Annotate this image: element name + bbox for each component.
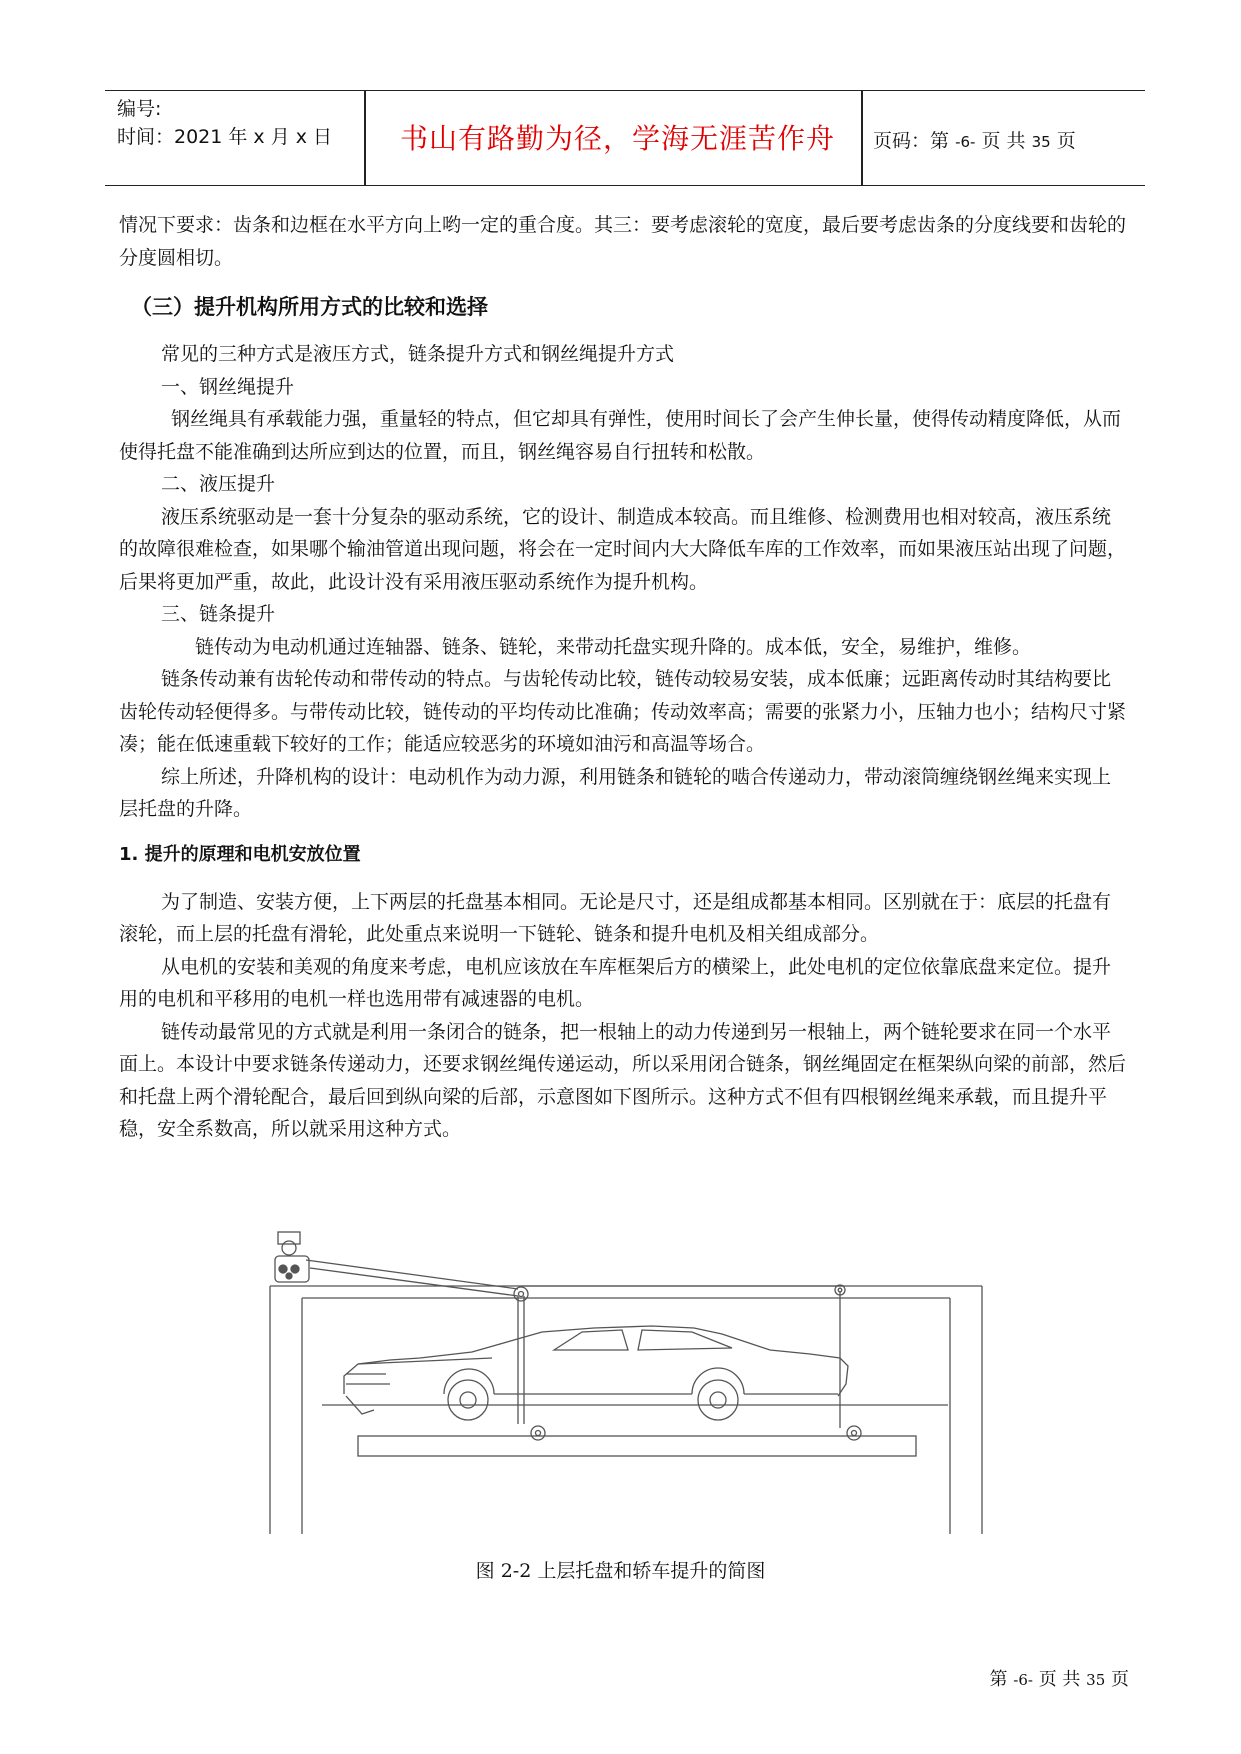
page-prefix: 页码：第 [873,130,950,152]
paragraph: 情况下要求：齿条和边框在水平方向上哟一定的重合度。其三：要考虑滚轮的宽度，最后要考虑齿条的分度线要和齿轮的分度圆相切。 [119,214,1127,269]
page-total: 35 [1031,133,1051,151]
page-current: -6- [955,133,976,151]
header-divider [364,91,366,185]
paragraph: 液压系统驱动是一套十分复杂的驱动系统，它的设计、制造成本较高。而且维修、检测费用也相对较高，液压系统的故障很难检查，如果哪个输油管道出现问题，将会在一定时间内大大降低车库的工作效率，而如果液压站出现了问题，后果将更加严重，故此，此设计没有采用液压驱动系统作为提升机构。 [119,505,1127,593]
footer-prefix: 第 [989,1669,1008,1690]
item-title: 二、液压提升 [161,473,276,495]
figure-caption: 图 2-2 上层托盘和轿车提升的简图 [475,1560,766,1582]
time-label: 时间：2021 年 x 月 x 日 [117,126,333,148]
paragraph: 综上所述，升降机构的设计：电动机作为动力源，利用链条和链轮的啮合传递动力，带动滚筒缠绕钢丝绳来实现上层托盘的升降。 [119,765,1112,820]
garage-frame [270,1286,982,1534]
pulley-icon [514,1285,861,1440]
document-header [105,90,1145,186]
wire-rope [306,1260,844,1428]
page-suffix: 页 [1056,130,1076,152]
paragraph: 为了制造、安装方便，上下两层的托盘基本相同。无论是尺寸，还是组成都基本相同。区别就在于：底层的托盘有滚轮，而上层的托盘有滑轮，此处重点来说明一下链轮、链条和提升电机及相关组成部分。 [119,890,1112,945]
serial-label: 编号: [117,98,162,120]
section-title: （三）提升机构所用方式的比较和选择 [131,295,488,319]
document-body [119,209,1129,1146]
item-title: 一、钢丝绳提升 [161,375,295,398]
header-meta [117,95,332,151]
header-divider [861,91,863,185]
car-icon [344,1326,848,1420]
paragraph: 钢丝绳具有承载能力强，重量轻的特点，但它却具有弹性，使用时间长了会产生伸长量，使得传动精度降低，从而使得托盘不能准确到达所应到达的位置，而且，钢丝绳容易自行扭转和松散。 [119,408,1122,463]
item-title: 三、链条提升 [161,603,276,625]
header-motto: 书山有路勤为径，学海无涯苦作舟 [399,122,835,155]
footer-suffix: 页 [1111,1669,1129,1690]
footer-current: -6- [1013,1671,1033,1689]
page-middle: 页 共 [981,130,1026,152]
lift-diagram [262,1224,987,1534]
paragraph: 链传动为电动机通过连轴器、链条、链轮，来带动托盘实现升降的。成本低，安全，易维护，维修。 [195,635,1032,658]
page-footer [990,1665,1129,1691]
header-page-number [873,126,1076,153]
paragraph: 链条传动兼有齿轮传动和带传动的特点。与齿轮传动比较，链传动较易安装，成本低廉；远距离传动时其结构要比齿轮传动轻便得多。与带传动比较，链传动的平均传动比准确；传动效率高；需要的张紧力小，压轴力也小；结构尺寸紧凑；能在低速重载下较好的工作；能适应较恶劣的环境如油污和高温等场合。 [119,668,1127,755]
subsection-title: 1. 提升的原理和电机安放位置 [119,843,361,865]
footer-total: 35 [1086,1671,1106,1689]
paragraph: 常见的三种方式是液压方式，链条提升方式和钢丝绳提升方式 [161,343,675,365]
motor-icon [275,1232,309,1282]
paragraph: 从电机的安装和美观的角度来考虑，电机应该放在车库框架后方的横梁上，此处电机的定位依靠底盘来定位。提升用的电机和平移用的电机一样也选用带有减速器的电机。 [119,955,1112,1010]
paragraph: 链传动最常见的方式就是利用一条闭合的链条，把一根轴上的动力传递到另一根轴上，两个链轮要求在同一个水平面上。本设计中要求链条传递动力，还要求钢丝绳传递运动，所以采用闭合链条，钢丝绳固定在框架纵向梁的前部，然后和托盘上两个滑轮配合，最后回到纵向梁的后部，示意图如下图所示。这种方式不但有四根钢丝绳来承载，而且提升平稳，安全系数高，所以就采用这种方式。 [119,1020,1127,1140]
footer-middle: 页 共 [1038,1669,1081,1690]
